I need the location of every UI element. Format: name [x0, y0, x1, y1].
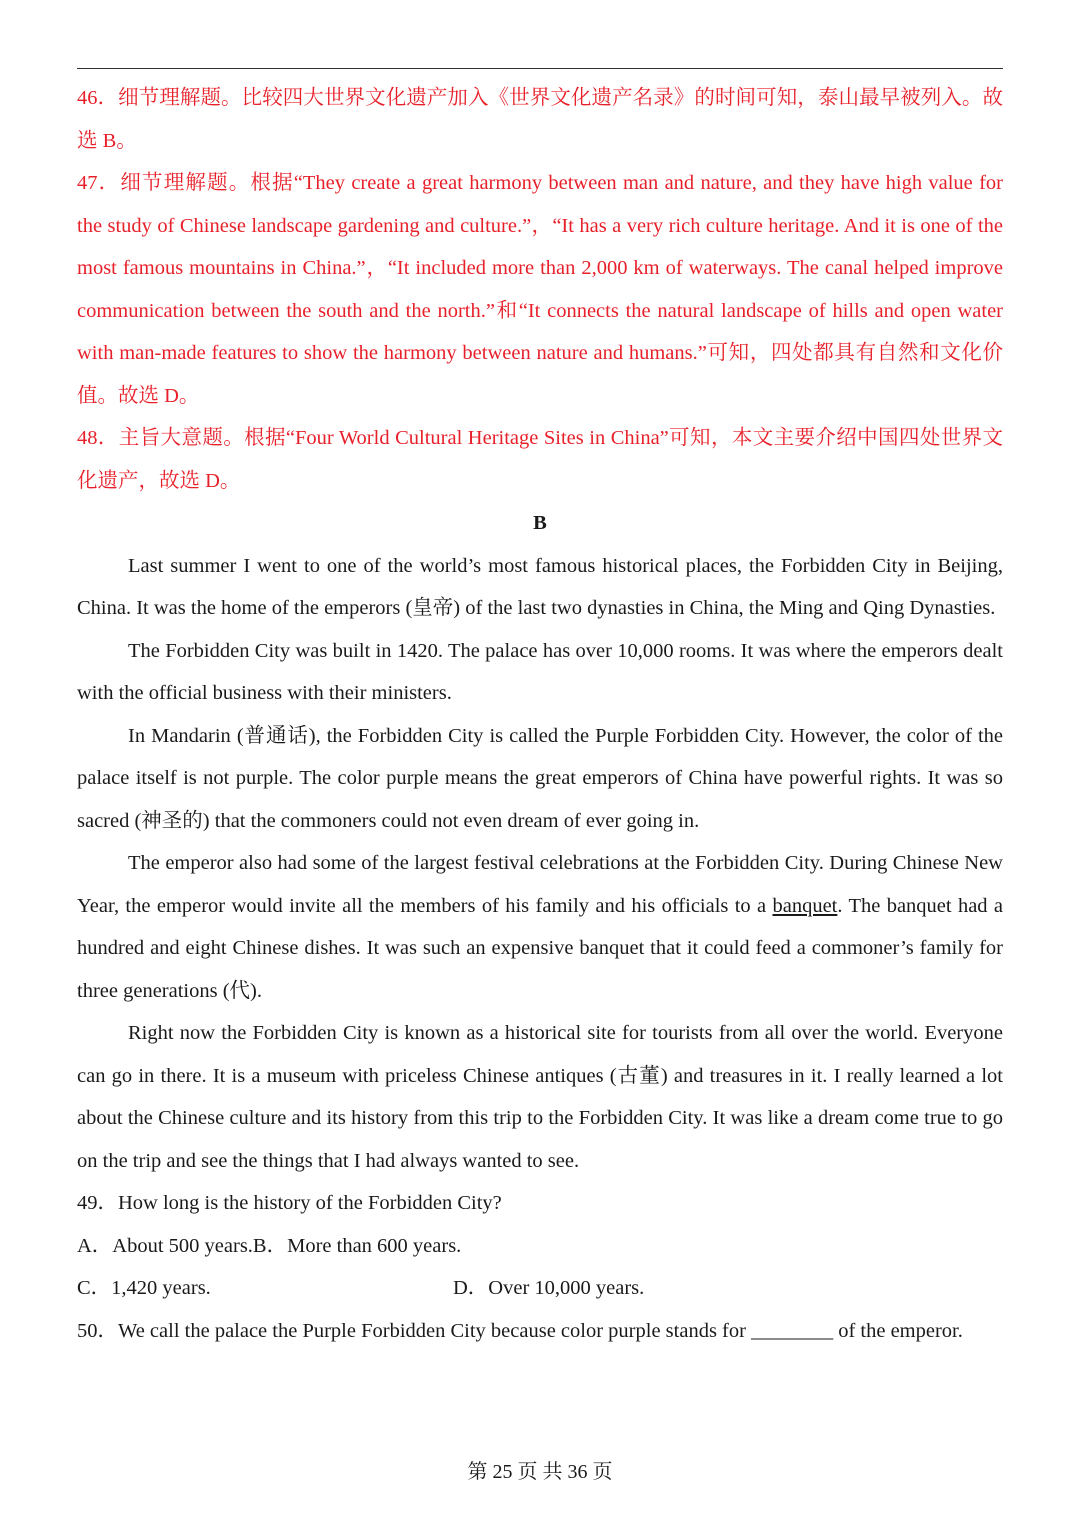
question-49: 49．How long is the history of the Forbidden City? [77, 1192, 502, 1214]
header-rule [77, 68, 1003, 69]
answer-48: 48．主旨大意题。根据“Four World Cultural Heritage Sites in China”可知，本文主要介绍中国四处世界文化遗产，故选 D。 [77, 427, 1003, 492]
passage-paragraph-1: Last summer I went to one of the world’s most famous historical places, the Forbidden City in Beijing, China. It was the home of the emperors (皇帝) of the last two dynasties in China, the Ming and Qing Dynasties. [77, 554, 1003, 619]
option-c: C．1,420 years. [77, 1277, 211, 1299]
paragraph-4-text-before: The emperor also had some of the largest festival celebrations at the Forbidden City. During Chinese New Year, the emperor would invite all the members of his family and his officials to a [77, 852, 1003, 917]
passage-paragraph-2: The Forbidden City was built in 1420. The palace has over 10,000 rooms. It was where the emperors dealt with the official business with their ministers. [77, 639, 1003, 704]
option-d: D．Over 10,000 years. [453, 1277, 645, 1299]
underlined-word-banquet: banquet [772, 894, 838, 917]
passage-title: B [533, 512, 547, 534]
question-49-options-cd [77, 1267, 1003, 1310]
question-49-options-ab: A．About 500 years.B．More than 600 years. [77, 1234, 462, 1257]
passage-paragraph-3: In Mandarin (普通话), the Forbidden City is called the Purple Forbidden City. However, the color of the palace itself is not purple. The color purple means the great emperors of China have powerful rights. It was so sacred (神圣的) that the commoners could not even dream of ever going in. [77, 724, 1003, 832]
passage-paragraph-4 [77, 842, 1003, 1012]
passage-paragraph-5: Right now the Forbidden City is known as a historical site for tourists from all over the world. Everyone can go in there. It is a museum with priceless Chinese antiques (古董) and treasures in it. I really learned a lot about the Chinese culture and its history from this trip to the Forbidden City. It was like a dream come true to go on the trip and see the things that I had always wanted to see. [77, 1022, 1003, 1172]
answer-47: 47．细节理解题。根据“They create a great harmony between man and nature, and they have high value for the study of Chinese landscape gardening and culture.”，“It has a very rich culture heritage. And it is one of the most famous mountains in China.”，“It included more than 2,000 km of waterways. The canal helped improve communication between the south and the north.”和“It connects the natural landscape of hills and open water with man-made features to show the harmony between nature and humans.”可知，四处都具有自然和文化价值。故选 D。 [77, 172, 1003, 407]
question-50: 50．We call the palace the Purple Forbidden City because color purple stands for ________ of the emperor. [77, 1319, 963, 1342]
answer-46: 46．细节理解题。比较四大世界文化遗产加入《世界文化遗产名录》的时间可知，泰山最早被列入。故选 B。 [77, 87, 1003, 152]
page-content [77, 77, 1003, 1352]
paragraph-4-text-after: . The banquet had a hundred and eight Chinese dishes. It was such an expensive banquet that it could feed a commoner’s family for three generations (代). [77, 894, 1003, 1002]
page-number-footer: 第 25 页 共 36 页 [467, 1461, 613, 1483]
